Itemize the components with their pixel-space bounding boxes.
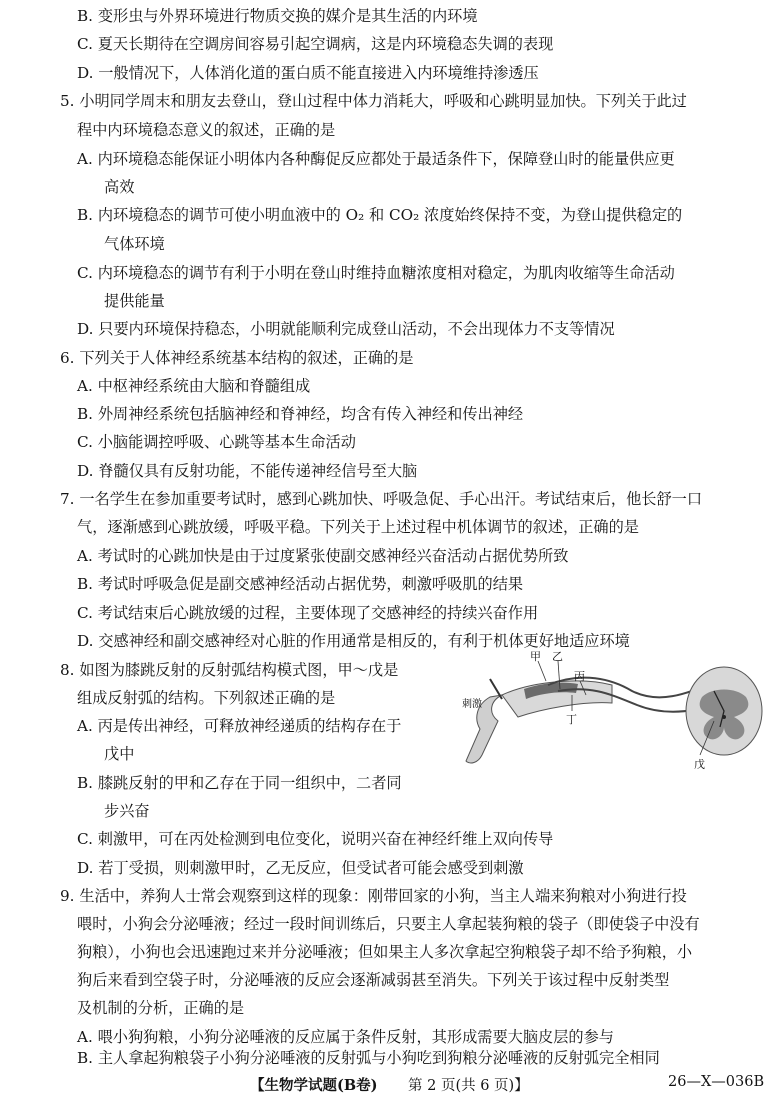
- pointer-jia: [538, 661, 546, 681]
- q4-option-c: C. 夏天长期待在空调房间容易引起空调病，这是内环境稳态失调的表现: [77, 35, 554, 53]
- q5-option-c-line2: 提供能量: [104, 292, 165, 310]
- q7-option-d: D. 交感神经和副交感神经对心脏的作用通常是相反的，有利于机体更好地适应环境: [77, 632, 630, 650]
- q4-option-d: D. 一般情况下，人体消化道的蛋白质不能直接进入内环境维持渗透压: [77, 64, 539, 82]
- q8-option-b-line1: B. 膝跳反射的甲和乙存在于同一组织中，二者同: [77, 774, 402, 792]
- q8-option-c: C. 刺激甲，可在丙处检测到电位变化，说明兴奋在神经纤维上双向传导: [77, 830, 554, 848]
- q8-option-a-line2: 戊中: [104, 745, 135, 763]
- label-stimulus: 刺激: [462, 699, 482, 710]
- label-bing: 丙: [574, 670, 585, 683]
- q5-option-a-line2: 高效: [104, 178, 135, 196]
- q8-option-a-line1: A. 丙是传出神经，可释放神经递质的结构存在于: [77, 717, 402, 735]
- label-jia: 甲: [530, 651, 541, 663]
- label-yi: 乙: [552, 651, 563, 663]
- q6-option-a: A. 中枢神经系统由大脑和脊髓组成: [77, 377, 311, 395]
- footer-code: 26—X—036B: [668, 1074, 765, 1090]
- q8-stem-line1: 8. 如图为膝跳反射的反射弧结构模式图，甲～戊是: [60, 661, 399, 679]
- label-ding: 丁: [566, 713, 577, 726]
- q5-stem-line1: 5. 小明同学周末和朋友去登山，登山过程中体力消耗大，呼吸和心跳明显加快。下列关于此过: [60, 92, 687, 110]
- q8-stem-line2: 组成反射弧的结构。下列叙述正确的是: [77, 689, 336, 707]
- q9-stem-line2: 喂时，小狗会分泌唾液；经过一段时间训练后，只要主人拿起装狗粮的袋子（即使袋子中没有: [77, 915, 700, 933]
- q6-option-d: D. 脊髓仅具有反射功能，不能传递神经信号至大脑: [77, 462, 418, 480]
- q7-stem-line1: 7. 一名学生在参加重要考试时，感到心跳加快、呼吸急促、手心出汗。考试结束后，他长舒一口: [60, 490, 703, 508]
- q8-option-b-line2: 步兴奋: [104, 802, 150, 820]
- footer-title: 【生物学试题(B卷): [250, 1077, 378, 1094]
- q9-option-a: A. 喂小狗狗粮，小狗分泌唾液的反应属于条件反射，其形成需要大脑皮层的参与: [77, 1028, 614, 1046]
- q7-option-b: B. 考试时呼吸急促是副交感神经活动占据优势，刺激呼吸肌的结果: [77, 575, 524, 593]
- q8-option-d: D. 若丁受损，则刺激甲时，乙无反应，但受试者可能会感受到刺激: [77, 859, 524, 877]
- q5-option-b-line1: B. 内环境稳态的调节可使小明血液中的 O₂ 和 CO₂ 浓度始终保持不变，为登山提供稳定的: [77, 206, 683, 224]
- q6-option-b: B. 外周神经系统包括脑神经和脊神经，均含有传入神经和传出神经: [77, 405, 524, 423]
- q7-stem-line2: 气，逐渐感到心跳放缓，呼吸平稳。下列关于上述过程中机体调节的叙述，正确的是: [77, 518, 639, 536]
- q4-option-b: B. 变形虫与外界环境进行物质交换的媒介是其生活的内环境: [77, 7, 478, 25]
- label-wu: 戊: [694, 758, 705, 771]
- q9-option-b: B. 主人拿起狗粮袋子小狗分泌唾液的反射弧与小狗吃到狗粮分泌唾液的反射弧完全相同: [77, 1049, 660, 1067]
- q5-stem-line2: 程中内环境稳态意义的叙述，正确的是: [77, 121, 336, 139]
- q9-stem-line5: 及机制的分析，正确的是: [77, 999, 245, 1017]
- q6-option-c: C. 小脑能调控呼吸、心跳等基本生命活动: [77, 433, 356, 451]
- q9-stem-line3: 狗粮），小狗也会迅速跑过来并分泌唾液；但如果主人多次拿起空狗粮袋子却不给予狗粮，小: [77, 943, 693, 961]
- q9-stem-line1: 9. 生活中，养狗人士常会观察到这样的现象：刚带回家的小狗，当主人端来狗粮对小狗进行投: [60, 887, 687, 905]
- q6-stem: 6. 下列关于人体神经系统基本结构的叙述，正确的是: [60, 349, 414, 367]
- q5-option-a-line1: A. 内环境稳态能保证小明体内各种酶促反应都处于最适条件下，保障登山时的能量供应更: [77, 150, 675, 168]
- q5-option-b-line2: 气体环境: [104, 235, 165, 253]
- q7-option-c: C. 考试结束后心跳放缓的过程，主要体现了交感神经的持续兴奋作用: [77, 604, 539, 622]
- reflex-arc-figure: [462, 651, 768, 775]
- q9-stem-line4: 狗后来看到空袋子时，分泌唾液的反应会逐渐减弱甚至消失。下列关于该过程中反射类型: [77, 971, 670, 989]
- q7-option-a: A. 考试时的心跳加快是由于过度紧张使副交感神经兴奋活动占据优势所致: [77, 547, 569, 565]
- q5-option-c-line1: C. 内环境稳态的调节有利于小明在登山时维持血糖浓度相对稳定，为肌肉收缩等生命活动: [77, 264, 675, 282]
- footer-page: 第 2 页(共 6 页)】: [408, 1078, 529, 1094]
- q5-option-d: D. 只要内环境保持稳态，小明就能顺利完成登山活动，不会出现体力不支等情况: [77, 320, 615, 338]
